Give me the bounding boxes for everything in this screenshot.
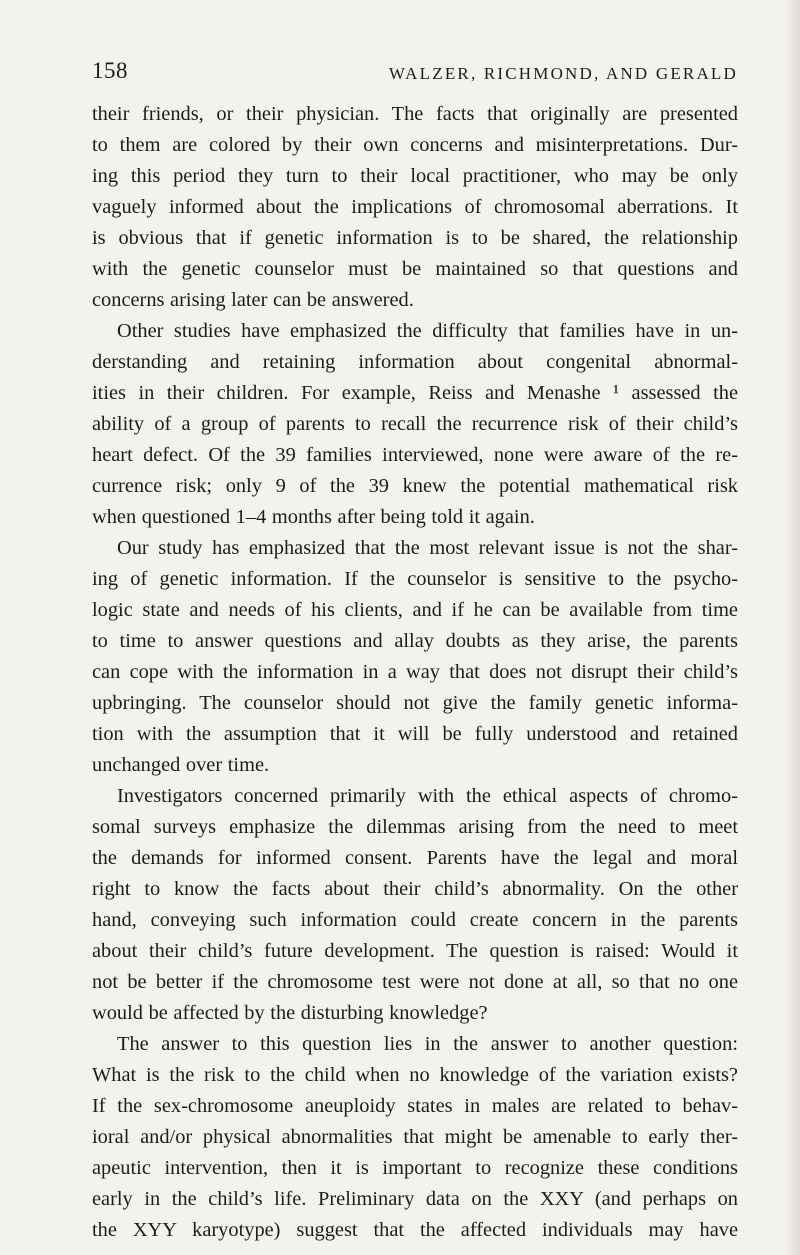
- text-line: upbringing. The counselor should not give the family genetic informa-: [92, 692, 738, 714]
- text-line: currence risk; only 9 of the 39 knew the potential mathematical risk: [92, 475, 738, 497]
- paragraph: [92, 1029, 738, 1246]
- text-line: the XYY karyotype) suggest that the affected individuals may have: [92, 1219, 738, 1241]
- text-line: Investigators concerned primarily with the ethical aspects of chromo-: [117, 785, 738, 807]
- text-line: not be better if the chromosome test were not done at all, so that no one: [92, 971, 738, 993]
- page-edge-shadow: [786, 0, 800, 1255]
- text-line: when questioned 1–4 months after being told it again.: [92, 506, 535, 528]
- text-line: the demands for informed consent. Parents have the legal and moral: [92, 847, 738, 869]
- paragraph: [92, 316, 738, 533]
- paragraph: [92, 99, 738, 316]
- running-head: WALZER, RICHMOND, AND GERALD: [388, 64, 738, 83]
- text-line: Our study has emphasized that the most relevant issue is not the shar-: [117, 537, 738, 559]
- text-line: Other studies have emphasized the difficulty that families have in un-: [117, 320, 738, 342]
- text-line: heart defect. Of the 39 families interviewed, none were aware of the re-: [92, 444, 738, 466]
- text-line: ability of a group of parents to recall the recurrence risk of their child’s: [92, 413, 738, 435]
- text-line: about their child’s future development. The question is raised: Would it: [92, 940, 738, 962]
- text-line: What is the risk to the child when no knowledge of the variation exists?: [92, 1064, 738, 1086]
- paragraph: [92, 533, 738, 781]
- text-line: unchanged over time.: [92, 754, 270, 776]
- text-line: their friends, or their physician. The facts that originally are presented: [92, 103, 738, 125]
- text-line: derstanding and retaining information about congenital abnormal-: [92, 351, 738, 373]
- text-line: to time to answer questions and allay doubts as they arise, the parents: [92, 630, 738, 652]
- text-line: early in the child’s life. Preliminary data on the XXY (and perhaps on: [92, 1188, 738, 1210]
- text-line: to them are colored by their own concerns and misinterpretations. Dur-: [92, 134, 738, 156]
- text-line: If the sex-chromosome aneuploidy states in males are related to behav-: [92, 1095, 738, 1117]
- paragraph: [92, 781, 738, 1029]
- body-text: [92, 99, 738, 1246]
- text-line: tion with the assumption that it will be fully understood and retained: [92, 723, 738, 745]
- page-number: 158: [92, 58, 128, 83]
- text-line: ing this period they turn to their local practitioner, who may be only: [92, 165, 738, 187]
- text-line: ioral and/or physical abnormalities that might be amenable to early ther-: [92, 1126, 738, 1148]
- page-header: [92, 58, 738, 90]
- text-line: The answer to this question lies in the answer to another question:: [117, 1033, 738, 1055]
- text-line: somal surveys emphasize the dilemmas arising from the need to meet: [92, 816, 738, 838]
- text-line: ing of genetic information. If the counselor is sensitive to the psycho-: [92, 568, 738, 590]
- text-line: apeutic intervention, then it is important to recognize these conditions: [92, 1157, 738, 1179]
- text-line: vaguely informed about the implications of chromosomal aberrations. It: [92, 196, 738, 218]
- text-line: right to know the facts about their child’s abnormality. On the other: [92, 878, 738, 900]
- text-line: can cope with the information in a way that does not disrupt their child’s: [92, 661, 738, 683]
- text-line: concerns arising later can be answered.: [92, 289, 414, 311]
- text-line: would be affected by the disturbing knowledge?: [92, 1002, 488, 1024]
- text-line: logic state and needs of his clients, and if he can be available from time: [92, 599, 738, 621]
- text-line: ities in their children. For example, Reiss and Menashe ¹ assessed the: [92, 382, 738, 404]
- text-line: is obvious that if genetic information is to be shared, the relationship: [92, 227, 738, 249]
- text-line: with the genetic counselor must be maintained so that questions and: [92, 258, 738, 280]
- text-line: hand, conveying such information could create concern in the parents: [92, 909, 738, 931]
